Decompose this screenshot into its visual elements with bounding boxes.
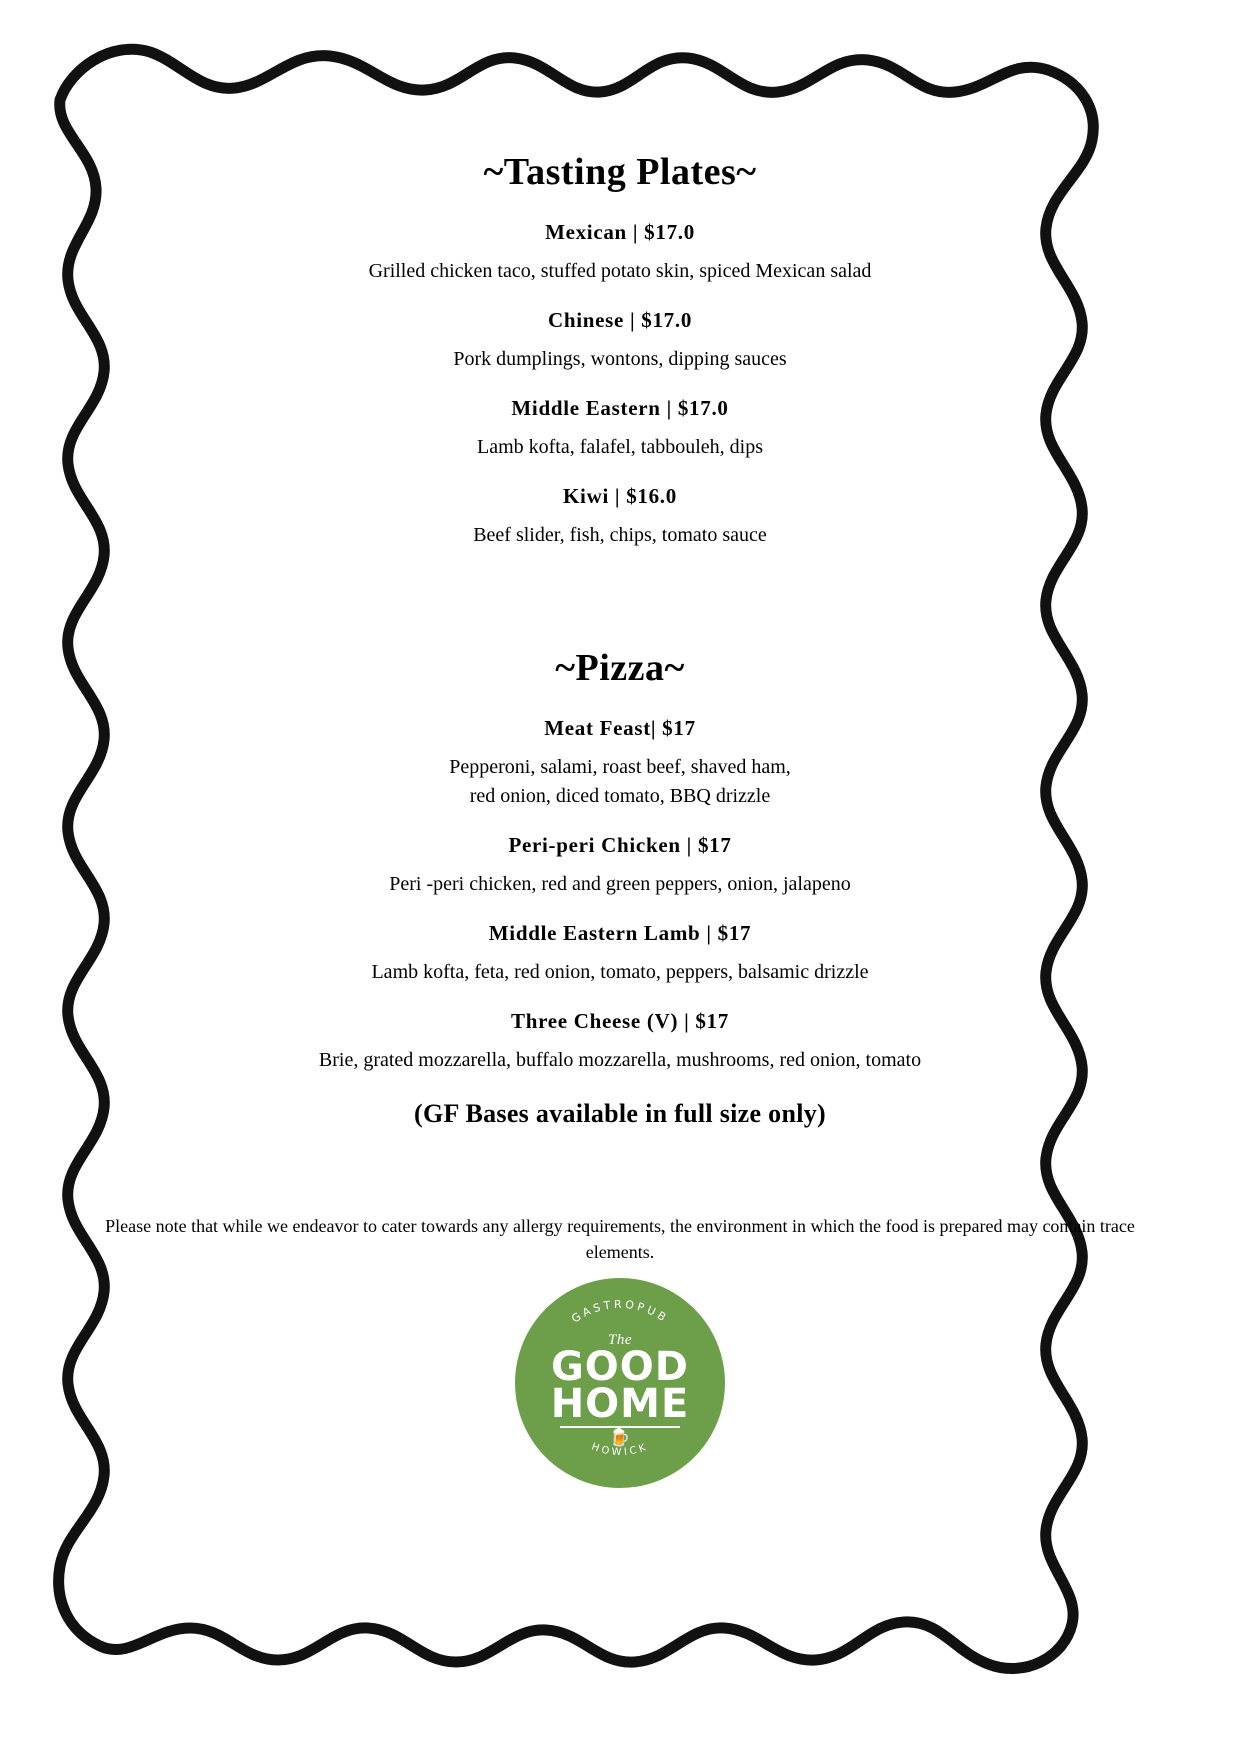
logo-the: The <box>608 1332 632 1348</box>
menu-item-description-line: red onion, diced tomato, BBQ drizzle <box>469 785 771 807</box>
menu-item-description-line: Grilled chicken taco, stuffed potato skin, spiced Mexican salad <box>368 260 872 282</box>
logo-line-good: GOOD <box>550 1343 690 1390</box>
menu-item-name: Mexican | $17.0 <box>545 220 695 244</box>
menu-item <box>120 1009 1120 1075</box>
beer-glass-icon: 🍺 <box>609 1428 631 1449</box>
menu-item-description-line: Pork dumplings, wontons, dipping sauces <box>453 348 787 370</box>
menu-item <box>120 484 1120 550</box>
menu-item-name: Middle Eastern | $17.0 <box>511 396 729 420</box>
menu-item-name: Kiwi | $16.0 <box>563 484 677 508</box>
menu-item-description-line: Pepperoni, salami, roast beef, shaved ham, <box>449 756 791 778</box>
logo-top-arc-text: GASTROPUB <box>569 1297 671 1326</box>
logo-bottom-arc-text: HOWICK <box>589 1441 651 1459</box>
logo-text <box>515 1334 725 1447</box>
menu-item-description <box>120 753 1120 811</box>
menu-item-name: Middle Eastern Lamb | $17 <box>488 921 752 945</box>
menu-item-description-line: Beef slider, fish, chips, tomato sauce <box>473 524 767 546</box>
menu-content <box>120 150 1120 1129</box>
allergy-note: Please note that while we endeavor to cater towards any allergy requirements, the environment in which the food is prepared may contain trace elements. <box>105 1216 1135 1263</box>
menu-item-description-line: Lamb kofta, feta, red onion, tomato, peppers, balsamic drizzle <box>371 961 869 983</box>
menu-item-description <box>120 345 1120 374</box>
gluten-free-note: (GF Bases available in full size only) <box>413 1099 826 1128</box>
section-title-pizza: ~Pizza~ <box>555 647 685 689</box>
menu-item-description <box>120 257 1120 286</box>
logo <box>515 1278 725 1488</box>
menu-item-name: Three Cheese (V) | $17 <box>511 1009 729 1033</box>
menu-item-description-line: Brie, grated mozzarella, buffalo mozzarella, mushrooms, red onion, tomato <box>318 1049 922 1071</box>
menu-item <box>120 220 1120 286</box>
menu-item <box>120 716 1120 811</box>
menu-item <box>120 308 1120 374</box>
menu-item-description-line: Peri -peri chicken, red and green peppers, onion, jalapeno <box>389 873 851 895</box>
logo-line-home: HOME <box>550 1380 690 1427</box>
menu-item-description <box>120 1046 1120 1075</box>
menu-item-name: Meat Feast| $17 <box>544 716 696 740</box>
menu-item <box>120 833 1120 899</box>
menu-item-description <box>120 521 1120 550</box>
menu-item <box>120 396 1120 462</box>
section-title-tasting-plates: ~Tasting Plates~ <box>483 151 757 193</box>
menu-item <box>120 921 1120 987</box>
menu-item-description <box>120 870 1120 899</box>
logo-divider <box>560 1426 680 1428</box>
menu-item-name: Chinese | $17.0 <box>547 308 693 332</box>
menu-item-name: Peri-peri Chicken | $17 <box>508 833 732 857</box>
svg-text:GASTROPUB <box>569 1298 671 1326</box>
menu-item-description-line: Lamb kofta, falafel, tabbouleh, dips <box>476 436 763 458</box>
menu-item-description <box>120 433 1120 462</box>
menu-item-description <box>120 958 1120 987</box>
